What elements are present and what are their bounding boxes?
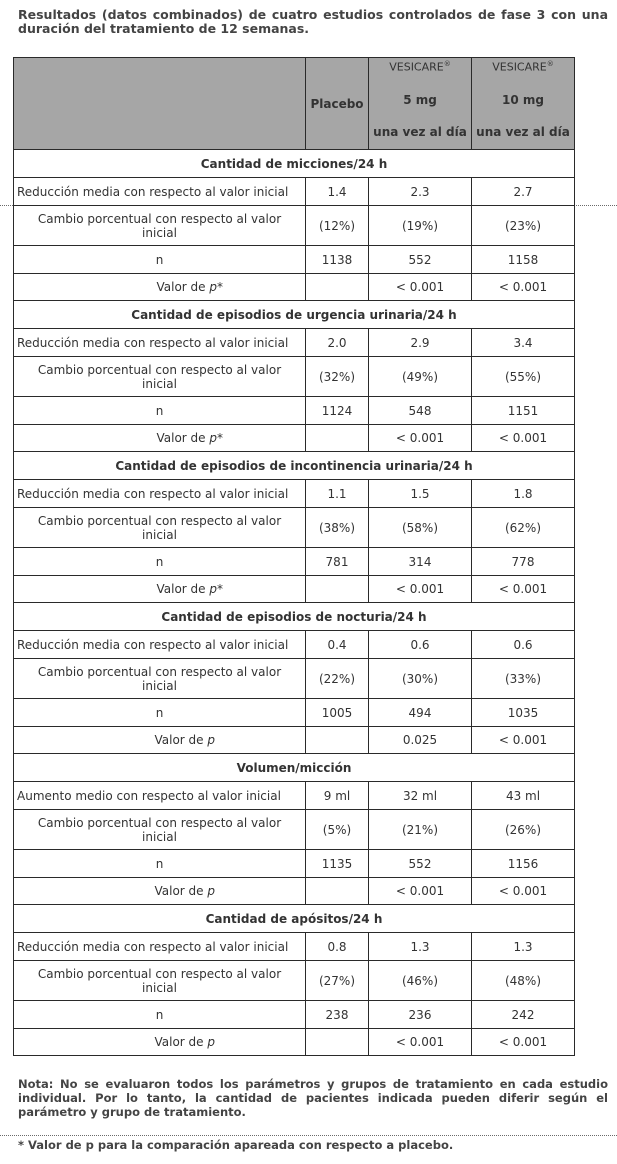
header-empty-cell	[14, 58, 306, 150]
vesicare-10mg-value: (55%)	[472, 357, 575, 397]
table-row	[14, 480, 575, 508]
table-row	[14, 425, 575, 452]
asterisk-marker: *	[217, 582, 223, 596]
table-row	[14, 274, 575, 301]
row-label: Cambio porcentual con respecto al valor inicial	[14, 206, 306, 246]
vesicare-5mg-value: < 0.001	[369, 878, 472, 905]
table-row	[14, 933, 575, 961]
table-row	[14, 548, 575, 576]
section-header-row	[14, 150, 575, 178]
vesicare-5mg-value: 32 ml	[369, 782, 472, 810]
table-row	[14, 357, 575, 397]
row-label: Aumento medio con respecto al valor inicial	[14, 782, 306, 810]
section-header-row	[14, 754, 575, 782]
vesicare-10mg-value: (62%)	[472, 508, 575, 548]
section-title: Volumen/micción	[14, 754, 575, 782]
placebo-value: 238	[306, 1001, 369, 1029]
vesicare-10mg-value: 242	[472, 1001, 575, 1029]
table-row	[14, 631, 575, 659]
table-row	[14, 397, 575, 425]
row-label	[14, 425, 306, 452]
p-symbol: p	[209, 582, 217, 596]
row-label: Reducción media con respecto al valor inicial	[14, 933, 306, 961]
p-value-label: Valor de	[156, 431, 206, 445]
placebo-value: 1.4	[306, 178, 369, 206]
placebo-value	[306, 576, 369, 603]
vesicare-5mg-value: 0.6	[369, 631, 472, 659]
p-value-label: Valor de	[154, 733, 204, 747]
row-label: Reducción media con respecto al valor inicial	[14, 631, 306, 659]
placebo-value: (32%)	[306, 357, 369, 397]
placebo-value: (22%)	[306, 659, 369, 699]
vesicare-5mg-value: (58%)	[369, 508, 472, 548]
p-value-label: Valor de	[156, 582, 206, 596]
header-vesicare-10mg	[472, 58, 575, 150]
vesicare-5mg-value: 1.3	[369, 933, 472, 961]
placebo-value: 1005	[306, 699, 369, 727]
vesicare-5mg-value: 0.025	[369, 727, 472, 754]
asterisk-marker: *	[217, 280, 223, 294]
placebo-value: 1135	[306, 850, 369, 878]
vesicare-10mg-value: 3.4	[472, 329, 575, 357]
vesicare-5mg-value: 548	[369, 397, 472, 425]
vesicare-10mg-value: 1158	[472, 246, 575, 274]
header-vesicare-5mg	[369, 58, 472, 150]
vesicare-10mg-value: < 0.001	[472, 425, 575, 452]
vesicare-10mg-value: < 0.001	[472, 727, 575, 754]
placebo-value: 781	[306, 548, 369, 576]
p-value-label: Valor de	[156, 280, 206, 294]
footnote-text: * Valor de p para la comparación apareada con respecto a placebo.	[18, 1138, 454, 1152]
asterisk-marker: *	[217, 431, 223, 445]
vesicare-5mg-value: 2.9	[369, 329, 472, 357]
row-label: n	[14, 246, 306, 274]
row-label	[14, 576, 306, 603]
vesicare-5mg-value: (19%)	[369, 206, 472, 246]
table-row	[14, 329, 575, 357]
section-title: Cantidad de episodios de urgencia urinaria/24 h	[14, 301, 575, 329]
row-label	[14, 878, 306, 905]
placebo-value: (38%)	[306, 508, 369, 548]
dose-label: 10 mg	[502, 93, 544, 107]
section-title: Cantidad de episodios de nocturia/24 h	[14, 603, 575, 631]
vesicare-10mg-value: 778	[472, 548, 575, 576]
vesicare-10mg-value: < 0.001	[472, 1029, 575, 1056]
vesicare-10mg-value: 1035	[472, 699, 575, 727]
header-placebo: Placebo	[306, 58, 369, 150]
section-title: Cantidad de episodios de incontinencia urinaria/24 h	[14, 452, 575, 480]
vesicare-10mg-value: 1156	[472, 850, 575, 878]
row-label	[14, 727, 306, 754]
vesicare-5mg-value: (30%)	[369, 659, 472, 699]
placebo-value: 0.4	[306, 631, 369, 659]
table-row	[14, 878, 575, 905]
vesicare-5mg-value: 552	[369, 246, 472, 274]
section-header-row	[14, 452, 575, 480]
row-label: Reducción media con respecto al valor inicial	[14, 329, 306, 357]
p-value-label: Valor de	[154, 884, 204, 898]
placebo-value: (5%)	[306, 810, 369, 850]
table-row	[14, 178, 575, 206]
vesicare-5mg-value: 552	[369, 850, 472, 878]
vesicare-5mg-value: 1.5	[369, 480, 472, 508]
row-label: Cambio porcentual con respecto al valor inicial	[14, 357, 306, 397]
table-body	[14, 150, 575, 1056]
table-row	[14, 810, 575, 850]
intro-text: Resultados (datos combinados) de cuatro estudios controlados de fase 3 con una duración del tratamiento de 12 semanas.	[18, 7, 608, 36]
frequency-label: una vez al día	[476, 125, 570, 139]
p-symbol: p	[207, 733, 215, 747]
section-header-row	[14, 603, 575, 631]
vesicare-10mg-value: < 0.001	[472, 576, 575, 603]
vesicare-10mg-value: (23%)	[472, 206, 575, 246]
p-symbol: p	[207, 1035, 215, 1049]
table-header-row	[14, 58, 575, 150]
vesicare-10mg-value: (33%)	[472, 659, 575, 699]
row-label	[14, 1029, 306, 1056]
table-row	[14, 850, 575, 878]
row-label: n	[14, 548, 306, 576]
row-label: Reducción media con respecto al valor inicial	[14, 178, 306, 206]
row-label: Cambio porcentual con respecto al valor inicial	[14, 659, 306, 699]
placebo-value: 1.1	[306, 480, 369, 508]
section-header-row	[14, 905, 575, 933]
vesicare-5mg-value: 314	[369, 548, 472, 576]
row-label: Cambio porcentual con respecto al valor inicial	[14, 810, 306, 850]
placebo-value	[306, 425, 369, 452]
vesicare-5mg-value: (21%)	[369, 810, 472, 850]
placebo-value: 1124	[306, 397, 369, 425]
dose-label: 5 mg	[403, 93, 437, 107]
vesicare-10mg-value: < 0.001	[472, 878, 575, 905]
placebo-value	[306, 727, 369, 754]
vesicare-10mg-value: (26%)	[472, 810, 575, 850]
table-row	[14, 576, 575, 603]
section-title: Cantidad de apósitos/24 h	[14, 905, 575, 933]
table-row	[14, 961, 575, 1001]
section-title: Cantidad de micciones/24 h	[14, 150, 575, 178]
table-row	[14, 1029, 575, 1056]
vesicare-10mg-value: 2.7	[472, 178, 575, 206]
table-row	[14, 699, 575, 727]
vesicare-5mg-value: (46%)	[369, 961, 472, 1001]
brand-label: VESICARE®	[492, 60, 554, 74]
placebo-value: 2.0	[306, 329, 369, 357]
placebo-value: (12%)	[306, 206, 369, 246]
vesicare-5mg-value: < 0.001	[369, 425, 472, 452]
section-header-row	[14, 301, 575, 329]
vesicare-10mg-value: 43 ml	[472, 782, 575, 810]
vesicare-5mg-value: 494	[369, 699, 472, 727]
vesicare-5mg-value: 2.3	[369, 178, 472, 206]
vesicare-10mg-value: 1.8	[472, 480, 575, 508]
vesicare-10mg-value: (48%)	[472, 961, 575, 1001]
row-label: Cambio porcentual con respecto al valor inicial	[14, 508, 306, 548]
placebo-value	[306, 1029, 369, 1056]
brand-label: VESICARE®	[389, 60, 451, 74]
table-row	[14, 659, 575, 699]
table-row	[14, 782, 575, 810]
vesicare-10mg-value: 0.6	[472, 631, 575, 659]
vesicare-10mg-value: 1151	[472, 397, 575, 425]
dotted-divider	[0, 1135, 617, 1136]
row-label: n	[14, 1001, 306, 1029]
table-row	[14, 727, 575, 754]
table-row	[14, 246, 575, 274]
p-symbol: p	[207, 884, 215, 898]
p-symbol: p	[209, 431, 217, 445]
placebo-value: 9 ml	[306, 782, 369, 810]
vesicare-5mg-value: < 0.001	[369, 1029, 472, 1056]
placebo-value	[306, 878, 369, 905]
frequency-label: una vez al día	[373, 125, 467, 139]
placebo-value: 0.8	[306, 933, 369, 961]
table-row	[14, 1001, 575, 1029]
placebo-value	[306, 274, 369, 301]
row-label: Reducción media con respecto al valor inicial	[14, 480, 306, 508]
p-symbol: p	[209, 280, 217, 294]
row-label: Cambio porcentual con respecto al valor inicial	[14, 961, 306, 1001]
table-row	[14, 206, 575, 246]
row-label: n	[14, 699, 306, 727]
vesicare-5mg-value: < 0.001	[369, 274, 472, 301]
vesicare-5mg-value: (49%)	[369, 357, 472, 397]
vesicare-5mg-value: < 0.001	[369, 576, 472, 603]
p-value-label: Valor de	[154, 1035, 204, 1049]
note-text: Nota: No se evaluaron todos los parámetros y grupos de tratamiento en cada estudio individual. Por lo tanto, la cantidad de pacientes indicada pueden diferir según el parámetro y grupo de tratamiento.	[18, 1077, 608, 1119]
placebo-value: (27%)	[306, 961, 369, 1001]
vesicare-10mg-value: 1.3	[472, 933, 575, 961]
vesicare-10mg-value: < 0.001	[472, 274, 575, 301]
row-label	[14, 274, 306, 301]
row-label: n	[14, 850, 306, 878]
placebo-value: 1138	[306, 246, 369, 274]
table-row	[14, 508, 575, 548]
row-label: n	[14, 397, 306, 425]
vesicare-5mg-value: 236	[369, 1001, 472, 1029]
results-table	[13, 57, 575, 1056]
